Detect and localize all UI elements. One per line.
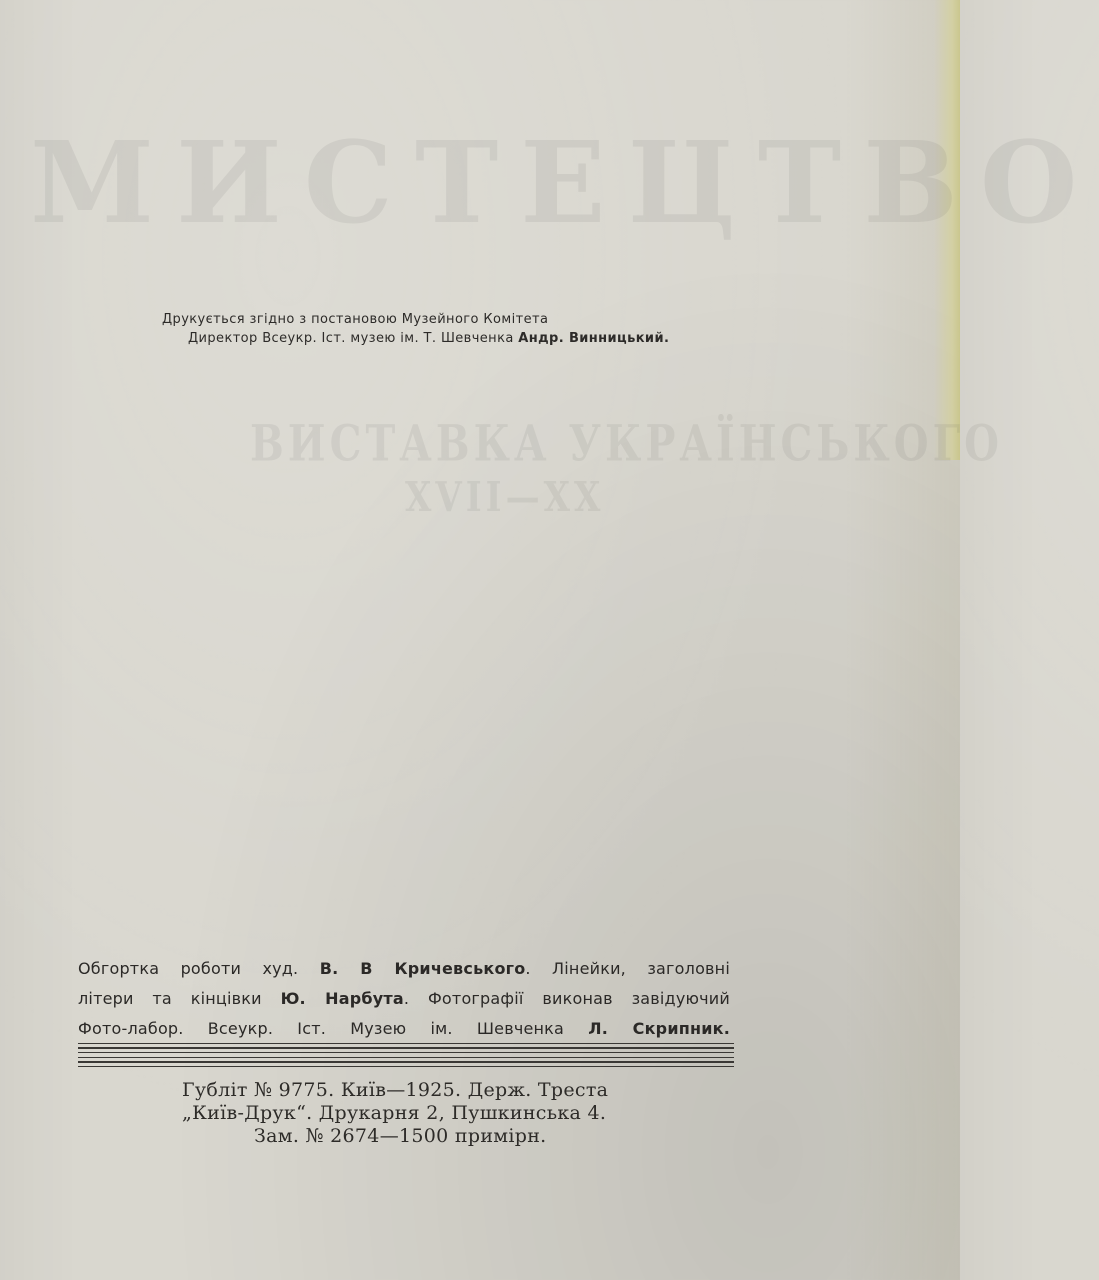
credits-text: . Лінейки, заголовні (525, 959, 730, 978)
bleed-through-title: МИСТЕЦТВО (30, 118, 1099, 249)
colophon-order-line: Зам. № 2674—1500 примірн. (254, 1125, 547, 1147)
credits-text: Обгортка роботи худ. (78, 959, 299, 978)
credits-text: Фото-лабор. Всеукр. Іст. Музею ім. Шевченка (78, 1019, 565, 1038)
credits-line-1 (78, 954, 730, 984)
imprint-permission-line: Друкується згідно з постановою Музейного Комітета (162, 312, 549, 327)
imprint-director-line (188, 331, 669, 346)
imprint-director-title: Директор Всеукр. Іст. музею ім. Т. Шевченка (188, 331, 514, 346)
colophon-printer-line: „Київ-Друк“. Друкарня 2, Пушкинська 4. (182, 1102, 607, 1124)
cover-artist-name: В. В Кричевського (319, 959, 526, 978)
printer-colophon (182, 1079, 608, 1148)
photographer-name: Л. Скрипник. (588, 1019, 730, 1038)
credits-text: . Фотографії виконав завідуючий (403, 989, 731, 1008)
double-rule-divider (78, 1043, 734, 1071)
credits-text: літери та кінцівки (78, 989, 262, 1008)
ornament-artist-name: Ю. Нарбута (280, 989, 404, 1008)
bleed-through-century: XVII—XX (405, 474, 605, 522)
credits-paragraph (78, 954, 730, 1044)
page-edge-yellowing (934, 0, 960, 460)
imprint-director-name: Андр. Винницький. (518, 331, 670, 346)
credits-line-2 (78, 984, 730, 1014)
bleed-through-subtitle: ВИСТАВКА УКРАЇНСЬКОГО (250, 414, 1004, 473)
colophon-license-line: Гублiт № 9775. Київ—1925. Держ. Треста (182, 1079, 609, 1101)
credits-line-3 (78, 1014, 730, 1044)
